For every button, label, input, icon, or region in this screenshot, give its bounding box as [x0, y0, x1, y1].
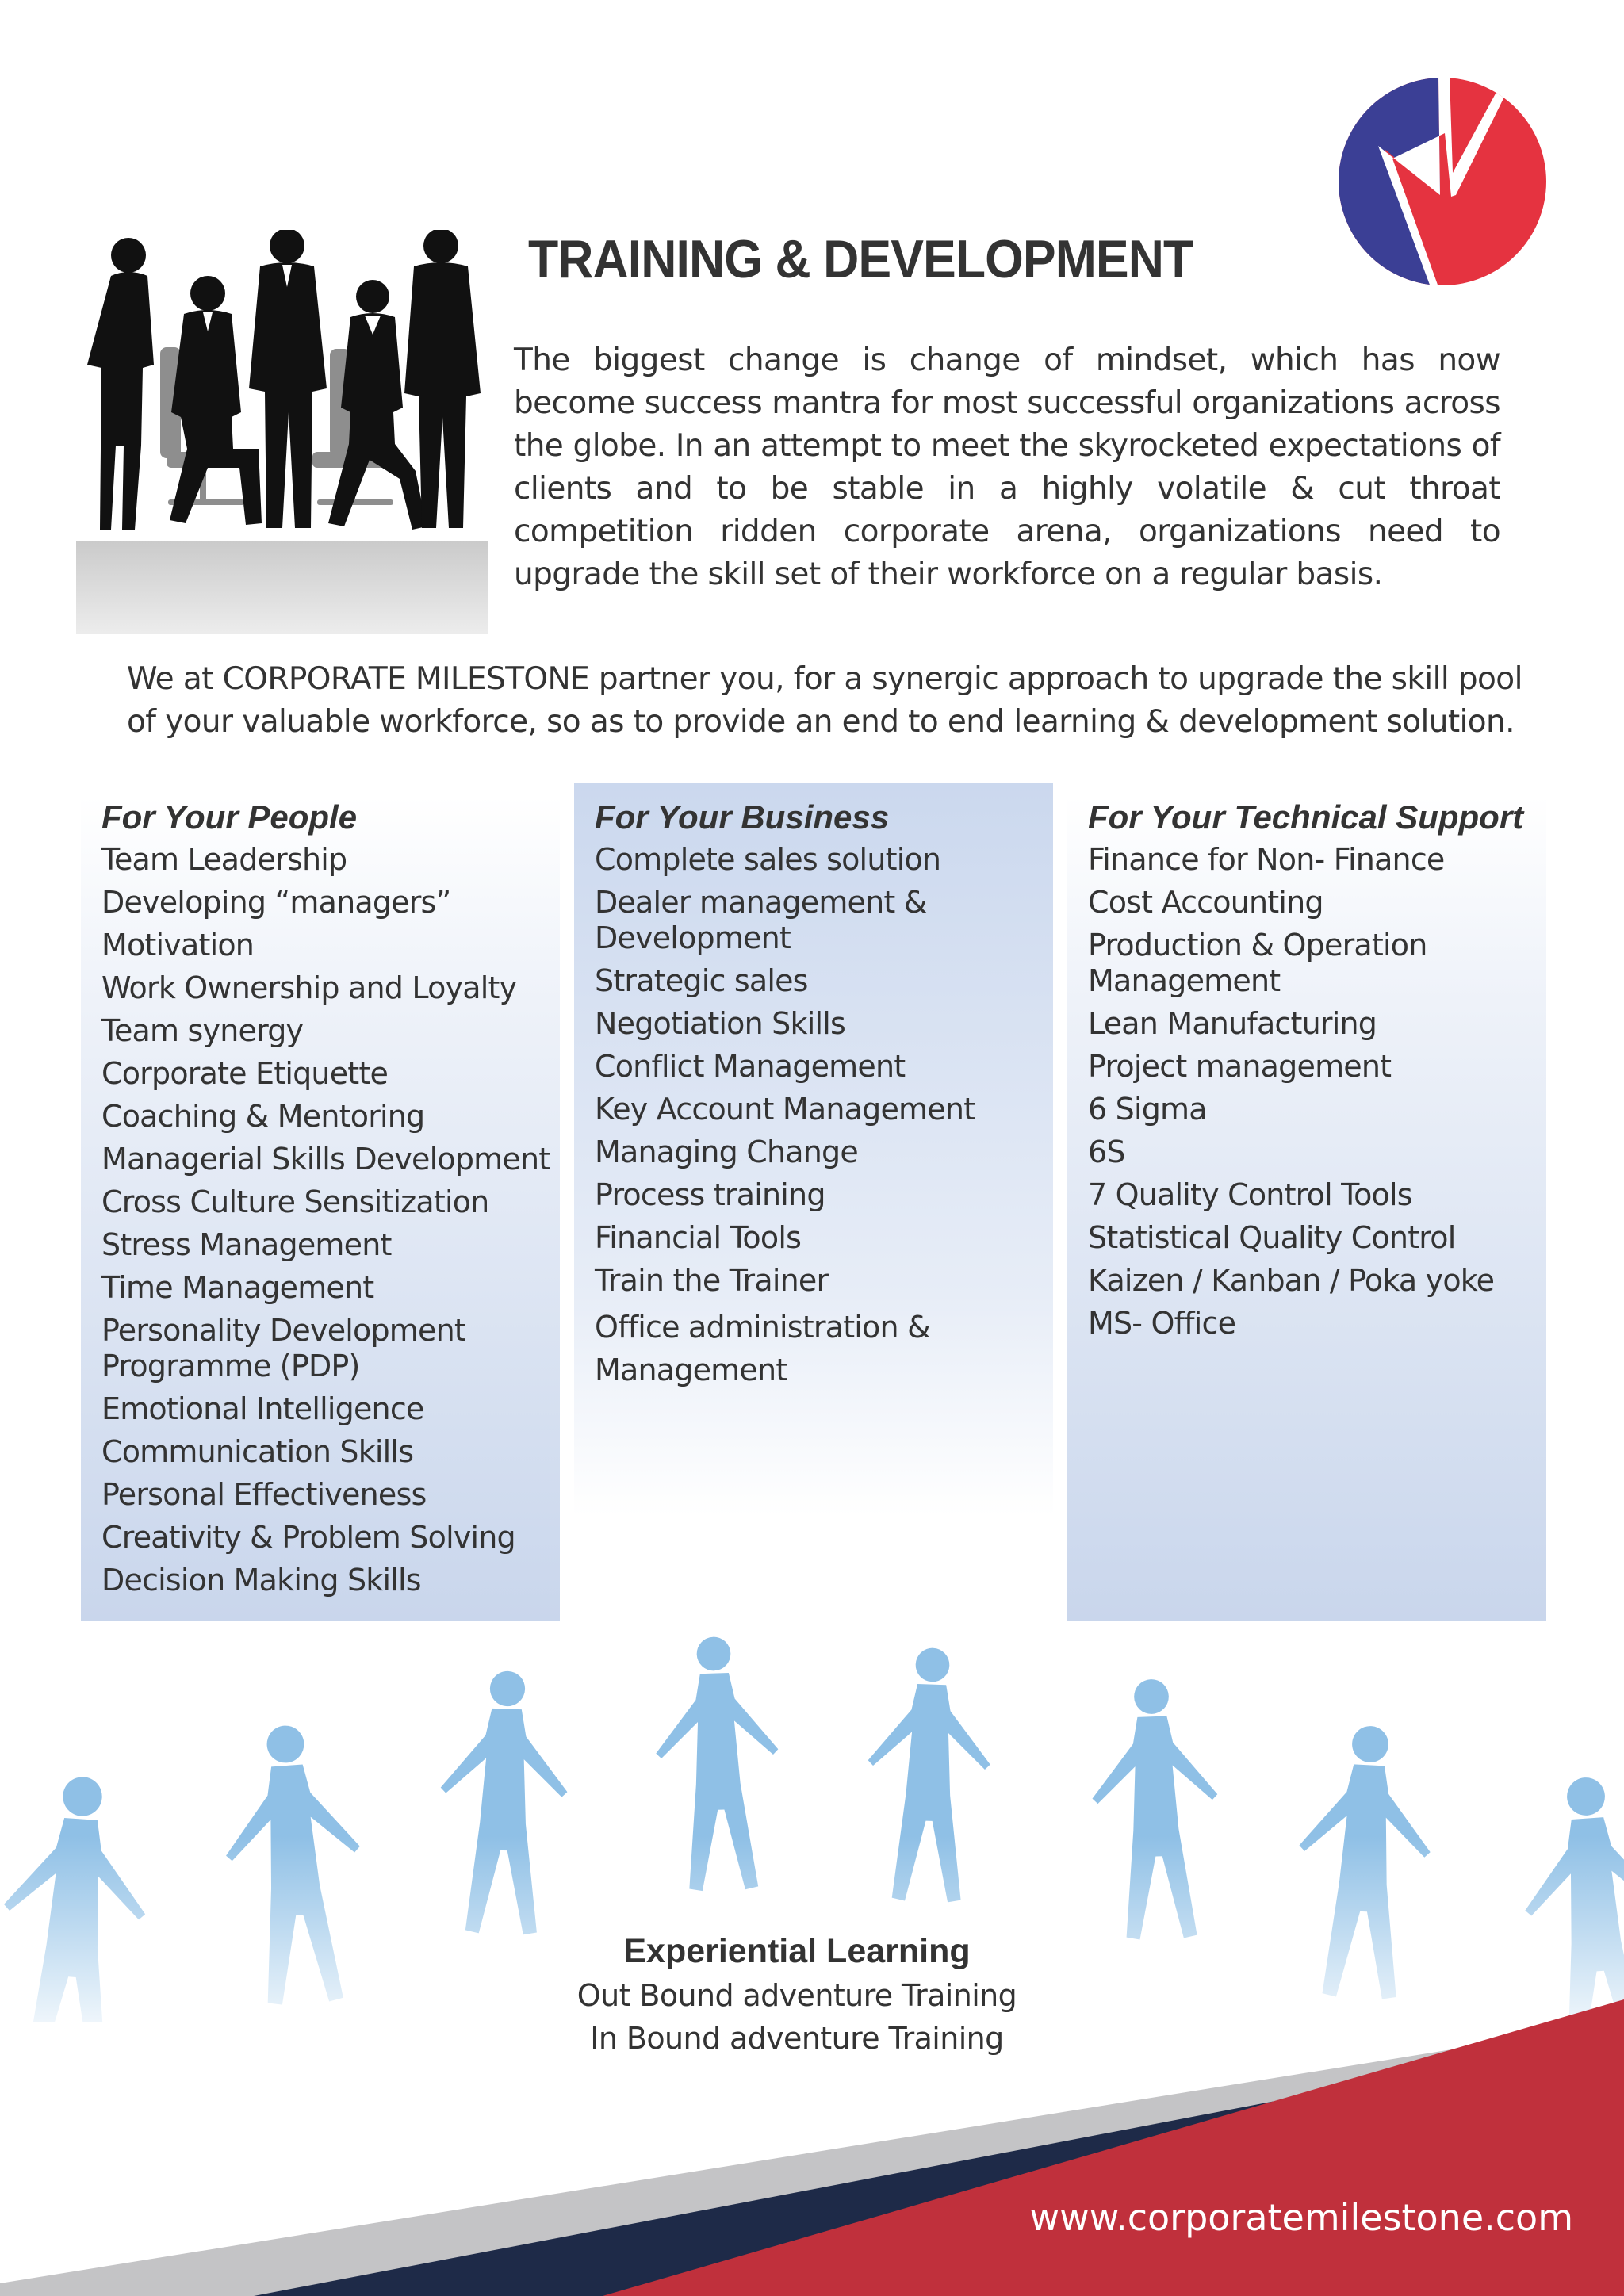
business-column	[595, 794, 1102, 1399]
list-item: Negotiation Skills	[595, 1006, 845, 1041]
business-list	[595, 842, 1102, 1391]
list-item: MS- Office	[1088, 1306, 1236, 1341]
list-item: Communication Skills	[102, 1434, 414, 1469]
people-column	[102, 794, 609, 1605]
list-item: Kaizen / Kanban / Poka yoke	[1088, 1263, 1495, 1298]
list-item: Complete sales solution	[595, 842, 941, 877]
footer-swoosh	[0, 1982, 1624, 2296]
list-item: Decision Making Skills	[102, 1563, 421, 1598]
people-list	[102, 842, 609, 1598]
partner-statement: We at CORPORATE MILESTONE partner you, for a synergic approach to upgrade the skill pool of your valuable workforce, so as to provide an end to end learning & development solution.	[127, 661, 1522, 740]
list-item: Corporate Etiquette	[102, 1056, 389, 1091]
list-item: Personality Development Programme (PDP)	[102, 1313, 465, 1383]
business-column-heading: For Your Business	[595, 798, 890, 836]
list-item: Conflict Management	[595, 1049, 906, 1084]
list-item: Lean Manufacturing	[1088, 1006, 1377, 1041]
list-item: Financial Tools	[595, 1220, 802, 1255]
list-item: Managerial Skills Development	[102, 1142, 550, 1177]
list-item: Project management	[1088, 1049, 1392, 1084]
list-item: Motivation	[102, 928, 255, 962]
list-item: Managing Change	[595, 1135, 858, 1169]
list-item: Dealer management & Development	[595, 885, 927, 955]
website-link[interactable]: www.corporatemilestone.com	[1029, 2196, 1573, 2239]
list-item: Time Management	[102, 1270, 374, 1305]
list-item: Process training	[595, 1177, 825, 1212]
tech-column-heading: For Your Technical Support	[1088, 798, 1524, 836]
list-item: Developing “managers”	[102, 885, 451, 920]
list-item: Out Bound adventure Training	[576, 1978, 1017, 2013]
list-item: Train the Trainer	[595, 1263, 829, 1298]
list-item: Team Leadership	[102, 842, 347, 877]
experiential-learning-title: Experiential Learning	[623, 1932, 971, 1970]
tech-list	[1088, 842, 1580, 1341]
business-team-silhouette	[75, 230, 495, 642]
list-item: Statistical Quality Control	[1088, 1220, 1456, 1255]
list-item: Cross Culture Sensitization	[102, 1184, 489, 1219]
intro-paragraph: The biggest change is change of mindset, which has now become success mantra for most successful organizations across the globe. In an attempt to meet the skyrocketed expectations of clients and to be stable in a highly volatile & cut throat competition ridden corporate arena, organizations need to upgrade the skill set of their workforce on a regular basis.	[514, 342, 1500, 592]
list-item: Office administration & Management	[595, 1310, 930, 1387]
list-item: Cost Accounting	[1088, 885, 1323, 920]
list-item: Work Ownership and Loyalty	[102, 970, 517, 1005]
corporate-milestone-logo	[1337, 76, 1548, 287]
list-item: Strategic sales	[595, 963, 808, 998]
page-title: TRAINING & DEVELOPMENT	[528, 229, 1193, 289]
list-item: In Bound adventure Training	[590, 2021, 1004, 2056]
list-item: Creativity & Problem Solving	[102, 1520, 515, 1555]
tech-column	[1088, 794, 1580, 1349]
list-item: Finance for Non- Finance	[1088, 842, 1445, 877]
list-item: 6 Sigma	[1088, 1092, 1207, 1127]
list-item: Team synergy	[102, 1013, 304, 1048]
list-item: 7 Quality Control Tools	[1088, 1177, 1412, 1212]
list-item: Production & Operation Management	[1088, 928, 1427, 998]
list-item: Key Account Management	[595, 1092, 975, 1127]
list-item: Personal Effectiveness	[102, 1477, 427, 1512]
list-item: Emotional Intelligence	[102, 1391, 424, 1426]
list-item: Stress Management	[102, 1227, 392, 1262]
list-item: Coaching & Mentoring	[102, 1099, 425, 1134]
people-column-heading: For Your People	[102, 798, 358, 836]
list-item: 6S	[1088, 1135, 1125, 1169]
